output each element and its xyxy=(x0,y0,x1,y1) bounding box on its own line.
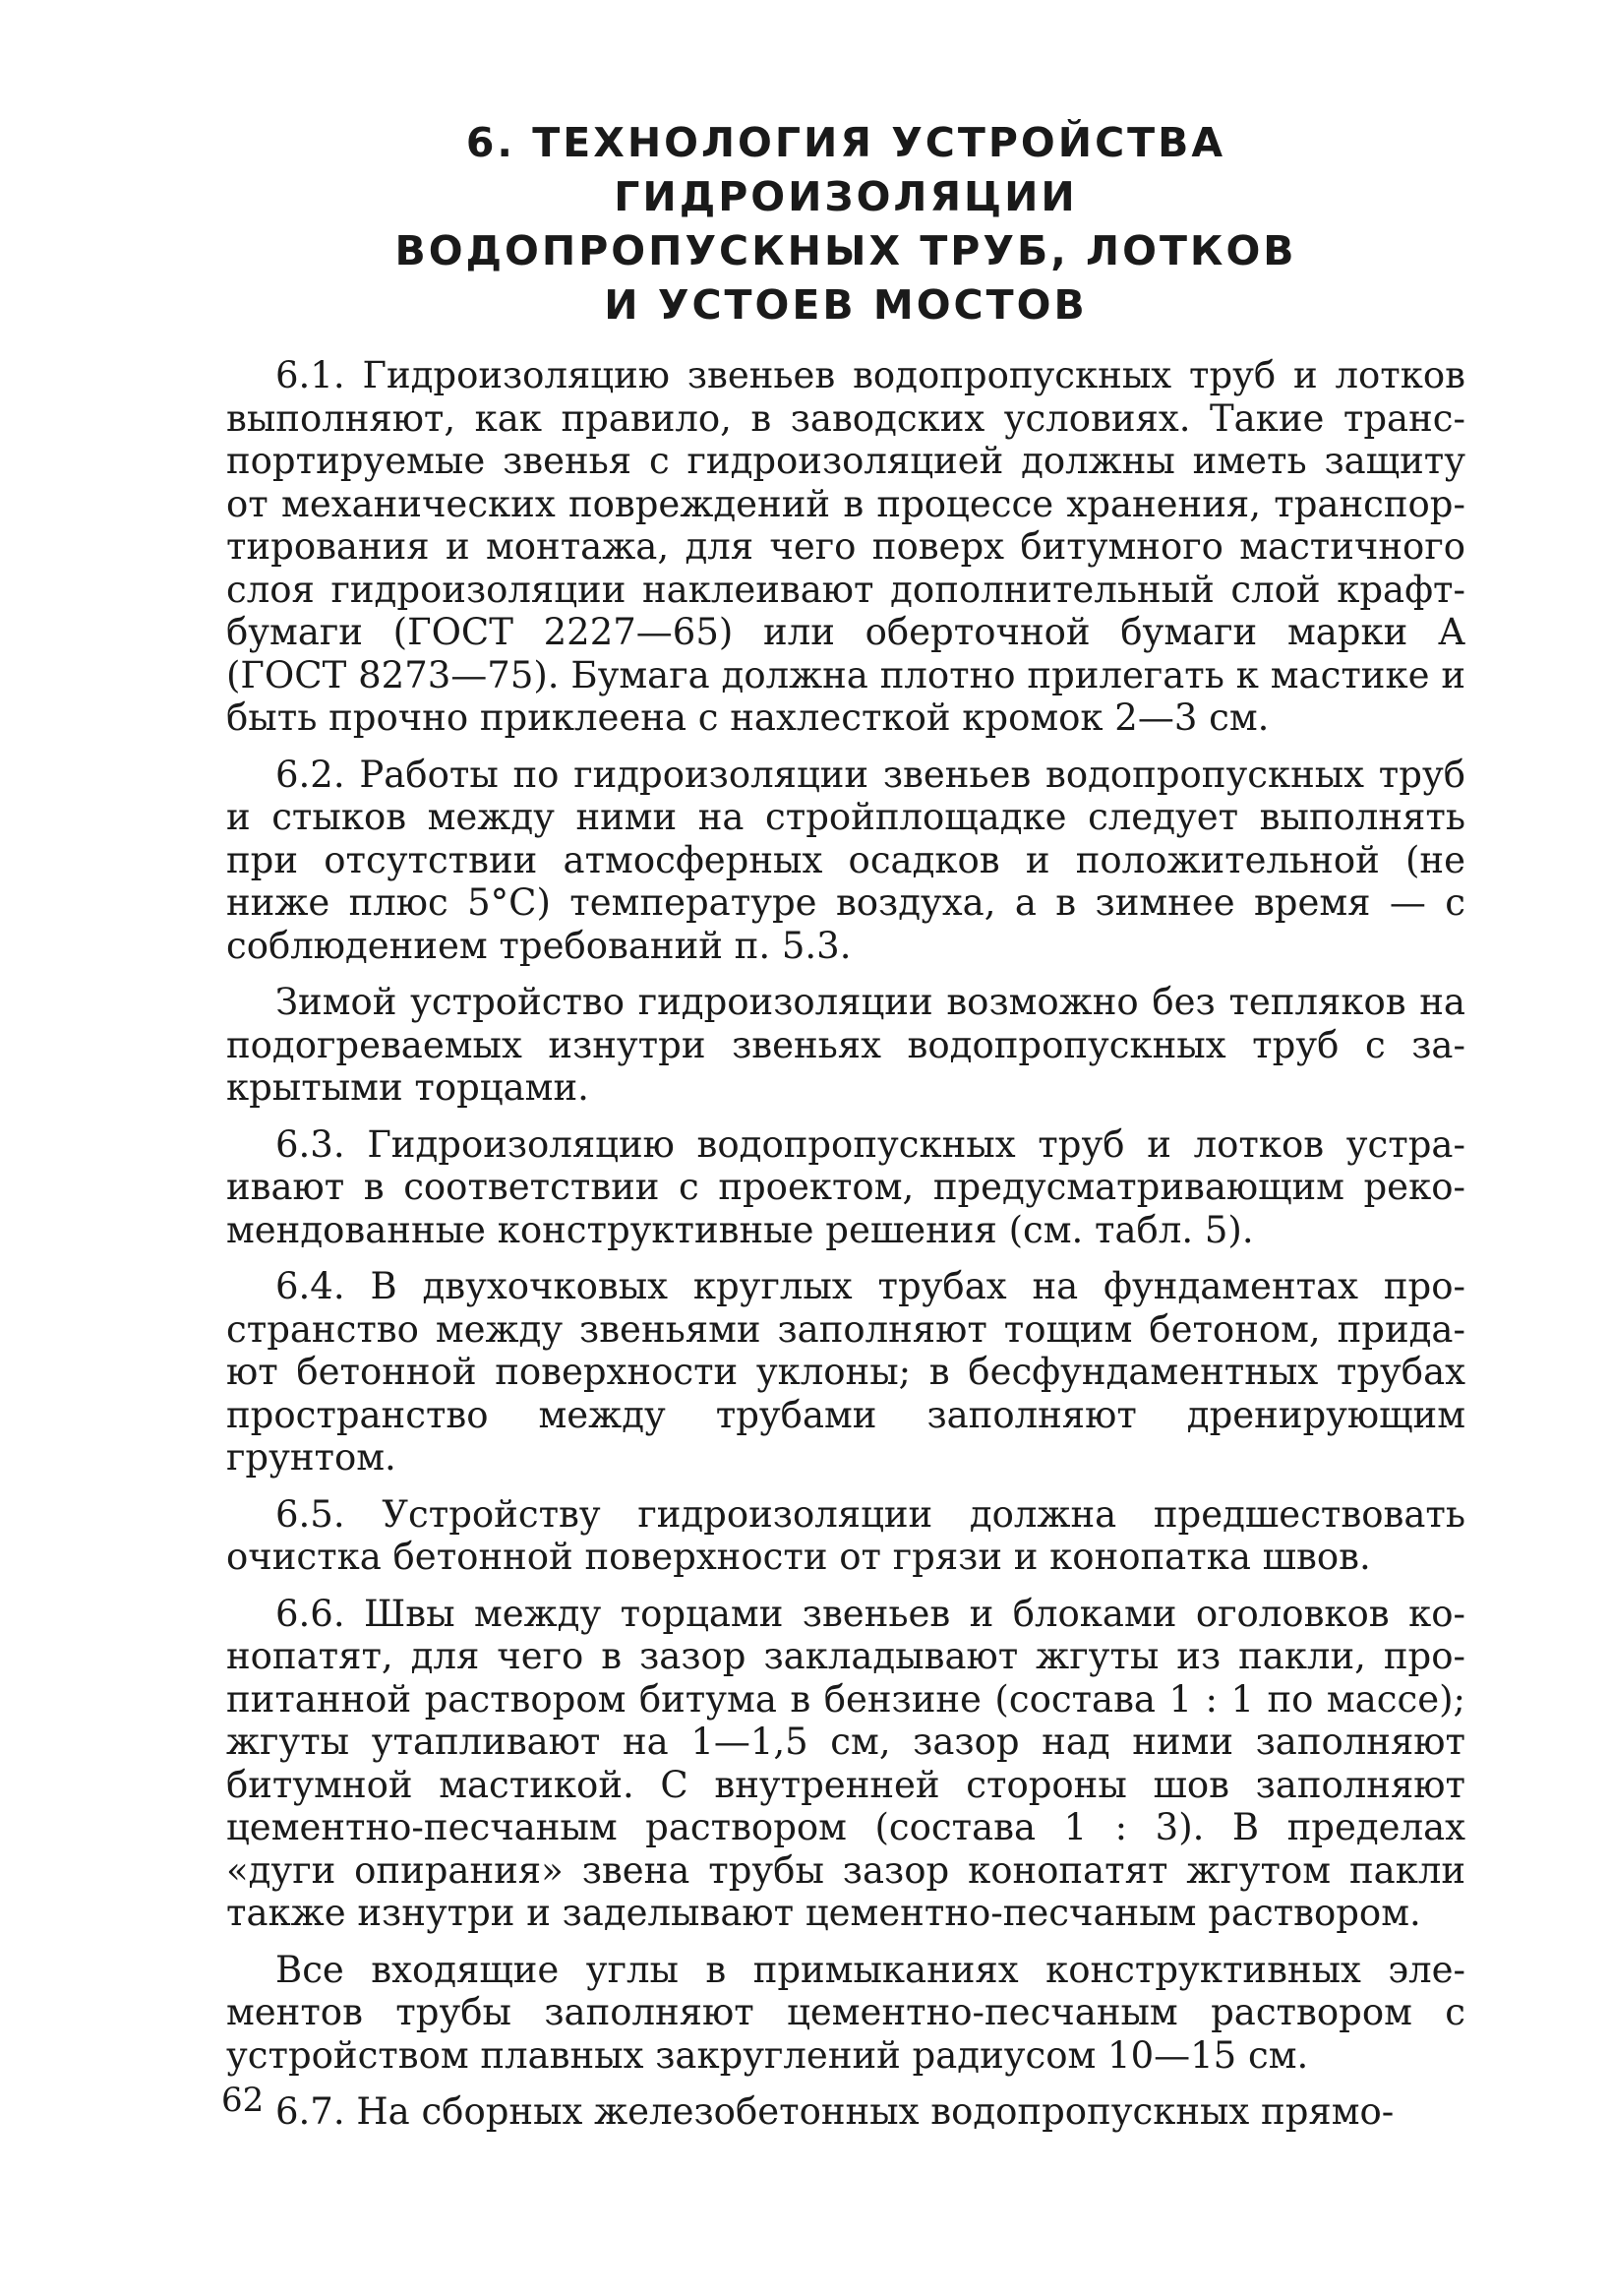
paragraph-winter: Зимой устройство гидроизоляции возможно без тепляков на подогреваемых изнутри звеньях водопропускных труб с закрытыми торцами. xyxy=(226,981,1465,1109)
paragraph-6-7: 6.7. На сборных железобетонных водопропускных прямо- xyxy=(275,2090,1395,2133)
heading-line-3: И УСТОЕВ МОСТОВ xyxy=(604,281,1088,329)
page-content xyxy=(226,116,1465,2147)
paragraph-6-4: 6.4. В двухочковых круглых трубах на фундаментах пространство между звеньями заполняют тощим бетоном, придают бетонной поверхности уклоны; в бесфундаментных трубах пространство между трубами заполняют дренирующим грунтом. xyxy=(226,1265,1465,1479)
section-heading xyxy=(226,116,1465,332)
paragraph-6-2: 6.2. Работы по гидроизоляции звеньев водопропускных труб и стыков между ними на стройплощадке следует выполнять при отсутствии атмосферных осадков и положительной (не ниже плюс 5°С) температуре воздуха, а в зимнее время — с соблюдением требований п. 5.3. xyxy=(226,753,1465,967)
paragraph-6-6: 6.6. Швы между торцами звеньев и блоками оголовков конопатят, для чего в зазор закладывают жгуты из пакли, пропитанной раствором битума в бензине (состава 1 : 1 по массе); жгуты утапливают на 1—1,5 см, зазор над ними заполняют битумной мастикой. С внутренней стороны шов заполняют цементно-песчаным раствором (состава 1 : 3). В пределах «дуги опирания» звена трубы зазор конопатят жгутом пакли также изнутри и заделывают цементно-песчаным раствором. xyxy=(226,1592,1465,1934)
paragraph-corners: Все входящие углы в примыканиях конструктивных элементов трубы заполняют цементно-песчаным раствором с устройством плавных закруглений радиусом 10—15 см. xyxy=(226,1948,1465,2077)
paragraph-6-1: 6.1. Гидроизоляцию звеньев водопропускных труб и лотков выполняют, как правило, в заводских условиях. Такие транспортируемые звенья с гидроизоляцией должны иметь защиту от механических повреждений в процессе хранения, транспортирования и монтажа, для чего поверх битумного мастичного слоя гидроизоляции наклеивают дополнительный слой крафт-бумаги (ГОСТ 2227—65) или оберточной бумаги марки А (ГОСТ 8273—75). Бумага должна плотно прилегать к мастике и быть прочно приклеена с нахлесткой кромок 2—3 см. xyxy=(226,354,1465,739)
paragraph-6-5: 6.5. Устройству гидроизоляции должна предшествовать очистка бетонной поверхности от грязи и конопатка швов. xyxy=(226,1492,1465,1578)
heading-line-2: ВОДОПРОПУСКНЫХ ТРУБ, ЛОТКОВ xyxy=(394,227,1297,274)
page-number: 62 xyxy=(221,2081,265,2120)
heading-line-1: 6. ТЕХНОЛОГИЯ УСТРОЙСТВА ГИДРОИЗОЛЯЦИИ xyxy=(465,119,1226,220)
paragraph-6-3: 6.3. Гидроизоляцию водопропускных труб и лотков устраивают в соответствии с проектом, предусматривающим рекомендованные конструктивные решения (см. табл. 5). xyxy=(226,1122,1465,1251)
